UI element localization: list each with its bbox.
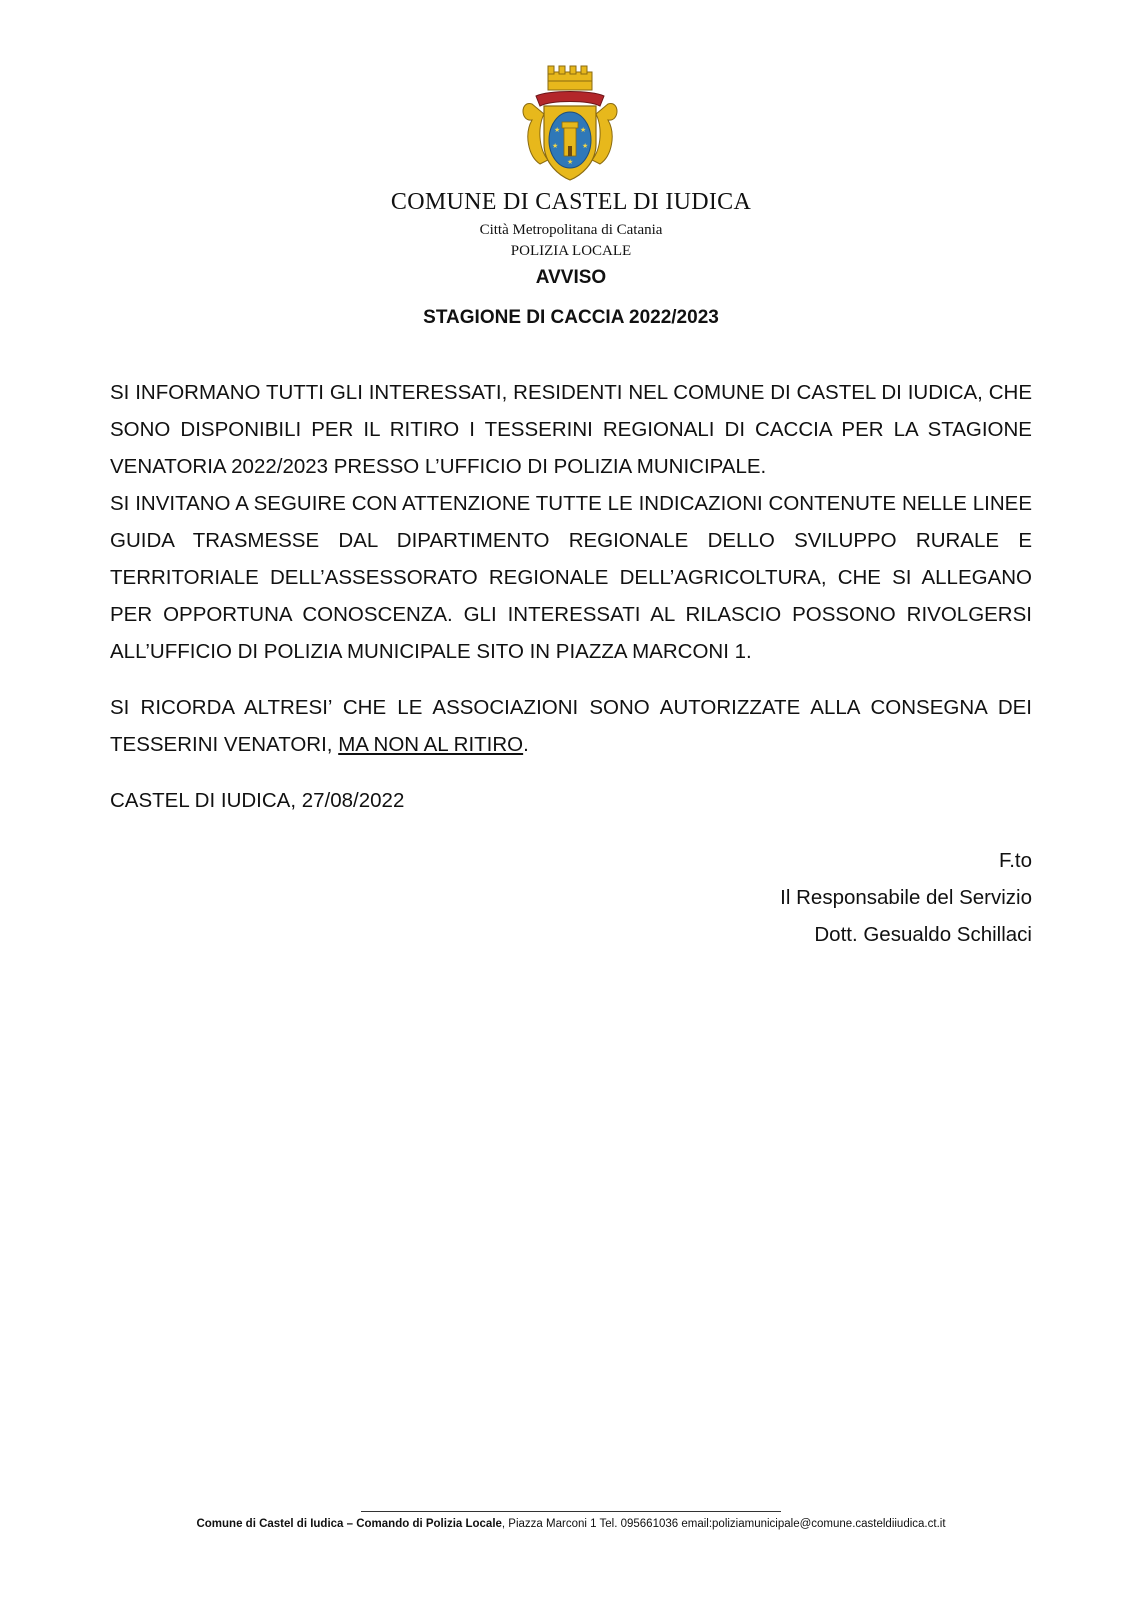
notice-paragraph-2 bbox=[110, 689, 1032, 763]
municipal-crest-logo bbox=[518, 64, 622, 184]
svg-text:★: ★ bbox=[582, 142, 589, 150]
paragraph-2-end: . bbox=[523, 733, 529, 756]
svg-text:★: ★ bbox=[580, 126, 587, 134]
footer-contact: , Piazza Marconi 1 Tel. 095661036 email:poliziamunicipale@comune.casteldiiudica.ct.it bbox=[501, 1518, 946, 1530]
svg-text:★: ★ bbox=[554, 126, 561, 134]
paragraph-2-text: SI RICORDA ALTRESI’ CHE LE ASSOCIAZIONI SONO AUTORIZZATE ALLA CONSEGNA DEI TESSERINI VENATORI, bbox=[110, 696, 1032, 756]
notice-body bbox=[110, 374, 1032, 670]
signature-role: Il Responsabile del Servizio bbox=[780, 886, 1032, 909]
svg-text:★: ★ bbox=[567, 158, 574, 166]
metropolitan-city-subtitle: Città Metropolitana di Catania bbox=[479, 222, 663, 238]
footer bbox=[0, 1518, 1142, 1530]
notice-paragraph-1: SI INFORMANO TUTTI GLI INTERESSATI, RESIDENTI NEL COMUNE DI CASTEL DI IUDICA, CHE SONO DISPONIBILI PER IL RITIRO I TESSERINI REGIONALI DI CACCIA PER LA STAGIONE VENATORIA 2022/2023 PRESSO L’UFFICIO DI POLIZIA MUNICIPALE. bbox=[110, 381, 1032, 478]
svg-text:★: ★ bbox=[552, 142, 559, 150]
notice-paragraph-1b: SI INVITANO A SEGUIRE CON ATTENZIONE TUTTE LE INDICAZIONI CONTENUTE NELLE LINEE GUIDA TRASMESSE DAL DIPARTIMENTO REGIONALE DELLO SVILUPPO RURALE E TERRITORIALE DELL’ASSESSORATO REGIONALE DELL’AGRICOLTURA, CHE SI ALLEGANO PER OPPORTUNA CONOSCENZA. GLI INTERESSATI AL RILASCIO POSSONO RIVOLGERSI ALL’UFFICIO DI POLIZIA MUNICIPALE SITO IN PIAZZA MARCONI 1. bbox=[110, 492, 1032, 663]
footer-divider bbox=[361, 1511, 781, 1512]
signature-fto: F.to bbox=[998, 849, 1032, 872]
notice-heading: AVVISO bbox=[535, 267, 607, 288]
footer-bold: Comune di Castel di Iudica – Comando di Polizia Locale bbox=[196, 1518, 502, 1530]
place-date: CASTEL DI IUDICA, 27/08/2022 bbox=[110, 789, 405, 812]
paragraph-2-underlined: MA NON AL RITIRO bbox=[338, 733, 524, 756]
signature-name: Dott. Gesualdo Schillaci bbox=[814, 923, 1032, 946]
municipality-title: COMUNE DI CASTEL DI IUDICA bbox=[390, 189, 752, 215]
notice-subject: STAGIONE DI CACCIA 2022/2023 bbox=[423, 307, 719, 328]
department-subtitle: POLIZIA LOCALE bbox=[510, 243, 632, 259]
